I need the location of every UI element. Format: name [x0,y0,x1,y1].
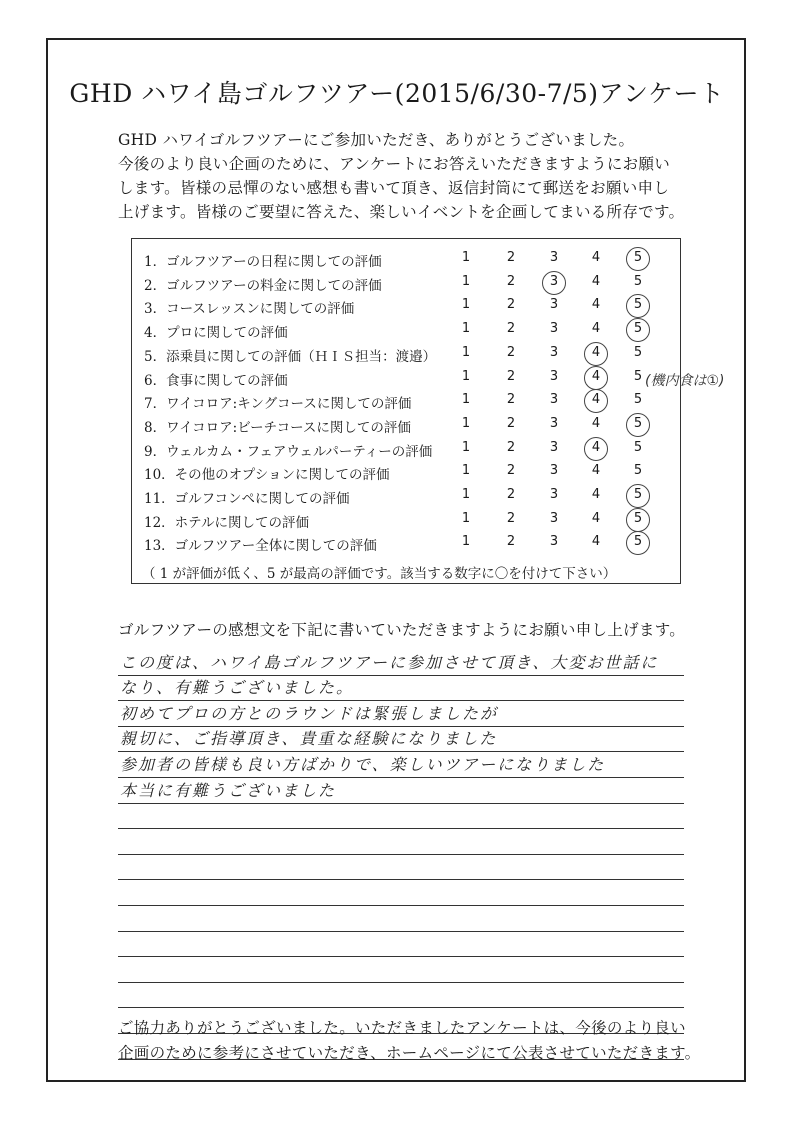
rating-option-3[interactable]: 3 [549,297,559,313]
rating-option-3[interactable]: 3 [549,344,559,360]
handwritten-text: 本当に有難うございました [120,780,337,800]
rating-option-1[interactable]: 1 [461,344,471,360]
question-label: 5．添乗員に関しての評価（ＨＩＳ担当：渡邉） [144,348,437,365]
rating-option-4[interactable]: 4 [589,392,603,407]
comment-line[interactable] [118,932,684,958]
rating-option-2[interactable]: 2 [506,273,516,289]
question-label: 2．ゴルフツアーの料金に関しての評価 [144,277,382,294]
rating-option-3[interactable]: 3 [549,250,559,265]
closing-line: 企画のために参考にさせていただき、ホームページにて公表させていただきます。 [118,1044,701,1062]
handwritten-text: この度は、ハワイ島ゴルフツアーに参加させて頂き、大変お世話に [120,652,659,672]
rating-row [132,389,680,411]
rating-option-5[interactable]: 5 [633,463,643,479]
question-label: 13．ゴルフツアー全体に関しての評価 [144,538,377,555]
rating-option-4[interactable]: 4 [591,273,601,289]
intro-paragraph [118,128,708,224]
rating-option-2[interactable]: 2 [506,510,516,526]
rating-option-3[interactable]: 3 [549,487,559,502]
rating-option-2[interactable]: 2 [506,534,516,550]
rating-option-4[interactable]: 4 [591,321,601,337]
rating-option-2[interactable]: 2 [506,392,516,408]
rating-option-4[interactable]: 4 [591,487,601,502]
rating-option-2[interactable]: 2 [506,463,516,479]
rating-row [132,342,680,364]
rating-option-4[interactable]: 4 [591,415,601,431]
rating-row [132,366,680,388]
comment-lines [118,650,684,1060]
rating-option-5[interactable]: 5 [633,344,643,360]
rating-option-1[interactable]: 1 [461,297,471,313]
rating-option-1[interactable]: 1 [461,273,471,289]
question-label: 12．ホテルに関しての評価 [144,514,310,531]
comment-line[interactable] [118,701,684,727]
comment-line[interactable] [118,676,684,702]
rating-option-4[interactable]: 4 [591,510,601,526]
rating-option-1[interactable]: 1 [461,415,471,431]
handwritten-side-note: (機内食は①) [645,373,725,389]
rating-option-4[interactable]: 4 [589,369,603,384]
rating-row [132,484,680,506]
rating-option-5[interactable]: 5 [633,392,643,408]
comment-line[interactable] [118,983,684,1009]
rating-option-3[interactable]: 3 [549,321,559,337]
rating-option-5[interactable]: 5 [633,273,643,289]
rating-row [132,460,680,482]
rating-row [132,294,680,316]
rating-option-5[interactable]: 5 [631,297,645,312]
question-label: 1．ゴルフツアーの日程に関しての評価 [144,254,382,270]
rating-option-5[interactable]: 5 [631,511,645,526]
comment-line[interactable] [118,727,684,753]
rating-option-1[interactable]: 1 [461,534,471,550]
handwritten-text: なり、有難うございました。 [120,678,355,698]
closing-message [118,1016,700,1066]
comment-line[interactable] [118,906,684,932]
rating-option-3[interactable]: 3 [547,274,561,289]
rating-option-1[interactable]: 1 [461,439,471,455]
rating-option-3[interactable]: 3 [549,510,559,526]
handwritten-text: 参加者の皆様も良い方ばかりで、楽しいツアーになりました [120,754,606,774]
rating-option-4[interactable]: 4 [591,297,601,313]
question-label: 10．その他のオプションに関しての評価 [144,467,390,484]
intro-line: します。皆様の忌憚のない感想も書いて頂き、返信封筒にて郵送をお願い申し [118,179,670,197]
comment-line[interactable] [118,804,684,830]
question-label: 4．プロに関しての評価 [144,325,288,342]
rating-option-5[interactable]: 5 [633,368,643,384]
comment-line[interactable] [118,752,684,778]
intro-line: GHD ハワイゴルフツアーにご参加いただき、ありがとうございました。 [118,131,635,149]
comment-line[interactable] [118,880,684,906]
comment-line[interactable] [118,855,684,881]
rating-option-3[interactable]: 3 [549,392,559,408]
question-label: 3．コースレッスンに関しての評価 [144,301,355,318]
rating-row [132,413,680,435]
rating-row [132,508,680,530]
rating-option-5[interactable]: 5 [633,439,643,455]
rating-option-5[interactable]: 5 [631,416,645,431]
rating-option-2[interactable]: 2 [506,368,516,384]
rating-option-5[interactable]: 5 [631,487,645,502]
page-title: GHD ハワイ島ゴルフツアー(2015/6/30-7/5)アンケート [69,79,725,108]
rating-option-2[interactable]: 2 [506,415,516,431]
rating-option-4[interactable]: 4 [589,440,603,455]
rating-option-3[interactable]: 3 [549,463,559,479]
closing-line: ご協力ありがとうございました。いただきましたアンケートは、今後のより良い [118,1019,686,1037]
rating-row [132,271,680,293]
comment-line[interactable] [118,778,684,804]
rating-option-5[interactable]: 5 [631,321,645,336]
handwritten-text: 初めてプロの方とのラウンドは緊張しましたが [120,703,499,723]
rating-option-2[interactable]: 2 [506,487,516,502]
rating-option-2[interactable]: 2 [506,321,516,337]
question-label: 11．ゴルフコンペに関しての評価 [144,491,350,507]
handwritten-text: 親切に、ご指導頂き、貴重な経験になりました [120,729,498,749]
question-label: 7．ワイコロア:キングコースに関しての評価 [144,396,412,413]
rating-option-5[interactable]: 5 [631,534,645,549]
rating-option-4[interactable]: 4 [591,250,601,265]
rating-option-5[interactable]: 5 [631,250,645,265]
rating-row [132,437,680,459]
rating-option-4[interactable]: 4 [591,534,601,550]
intro-line: 上げます。皆様のご要望に答えた、楽しいイベントを企画してまいる所存です。 [118,203,685,221]
rating-option-1[interactable]: 1 [461,392,471,408]
question-label: 6．食事に関しての評価 [144,372,288,389]
rating-option-1[interactable]: 1 [461,463,471,479]
rating-option-1[interactable]: 1 [461,487,471,502]
rating-option-1[interactable]: 1 [461,510,471,526]
comment-line[interactable] [118,650,684,676]
rating-option-1[interactable]: 1 [461,368,471,384]
rating-row [132,318,680,340]
rating-option-2[interactable]: 2 [506,297,516,313]
rating-option-2[interactable]: 2 [506,250,516,265]
comment-line[interactable] [118,829,684,855]
comment-prompt: ゴルフツアーの感想文を下記に書いていただきますようにお願い申し上げます。 [118,621,686,639]
rating-table [131,238,681,584]
question-label: 8．ワイコロア:ビーチコースに関しての評価 [144,419,411,436]
rating-option-3[interactable]: 3 [549,534,559,550]
rating-row [132,531,680,553]
rating-option-3[interactable]: 3 [549,415,559,431]
comment-line[interactable] [118,957,684,983]
rating-option-2[interactable]: 2 [506,344,516,360]
rating-option-2[interactable]: 2 [506,439,516,455]
intro-line: 今後のより良い企画のために、アンケートにお答えいただきますようにお願い [118,155,671,173]
question-label: 9．ウェルカム・フェアウェルパーティーの評価 [144,443,433,460]
rating-option-4[interactable]: 4 [589,345,603,360]
rating-row [132,247,680,269]
scale-note: （ 1 が評価が低く、5 が最高の評価です。該当する数字に〇を付けて下さい） [142,566,617,582]
rating-option-3[interactable]: 3 [549,439,559,455]
rating-option-1[interactable]: 1 [461,321,471,337]
rating-option-3[interactable]: 3 [549,368,559,384]
rating-option-1[interactable]: 1 [461,250,471,265]
rating-option-4[interactable]: 4 [591,463,601,479]
